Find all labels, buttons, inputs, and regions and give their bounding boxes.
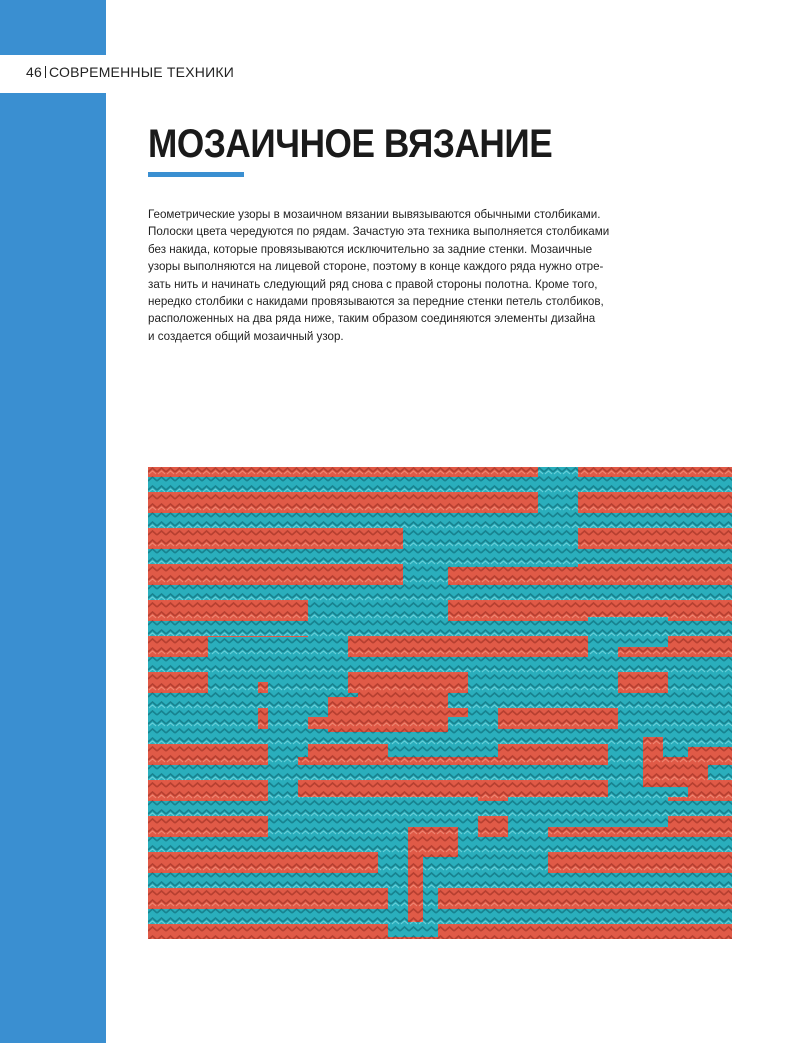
body-line: Полоски цвета чередуются по рядам. Зачастую эта техника выполняется столбиками xyxy=(148,225,610,239)
body-line: узоры выполняются на лицевой стороне, поэтому в конце каждого ряда нужно отре- xyxy=(148,260,604,274)
turquoise-row xyxy=(148,909,732,924)
body-line: Геометрические узоры в мозаичном вязании вывязываются обычными столбиками. xyxy=(148,208,601,221)
page-number: 46 xyxy=(26,64,42,80)
turquoise-row xyxy=(148,513,732,528)
section-title: СОВРЕМЕННЫЕ ТЕХНИКИ xyxy=(48,64,234,80)
title-underline xyxy=(148,172,244,177)
running-head-text xyxy=(26,64,234,80)
mosaic-core xyxy=(328,692,448,732)
body-line: зать нить и начинать следующий ряд снова с правой стороны полотна. Кроме того, xyxy=(148,277,598,291)
body-line: расположенных на два ряда ниже, таким образом соединяются элементы дизайна xyxy=(148,312,596,326)
running-head xyxy=(0,55,795,93)
body-line: нередко столбики с накидами провязываются за передние стенки петель столбиков, xyxy=(148,295,604,309)
knitting-swatch-photo xyxy=(148,467,732,939)
body-line: и создается общий мозаичный узор. xyxy=(148,329,344,343)
side-color-band xyxy=(0,0,106,1043)
article-body xyxy=(148,206,648,345)
article-title: МОЗАИЧНОЕ ВЯЗАНИЕ xyxy=(148,122,553,166)
header-separator xyxy=(45,66,46,78)
swatch-illustration xyxy=(148,467,732,939)
turquoise-row xyxy=(148,477,732,492)
body-line: без накида, которые провязываются исключительно за задние стенки. Мозаичные xyxy=(148,242,593,256)
